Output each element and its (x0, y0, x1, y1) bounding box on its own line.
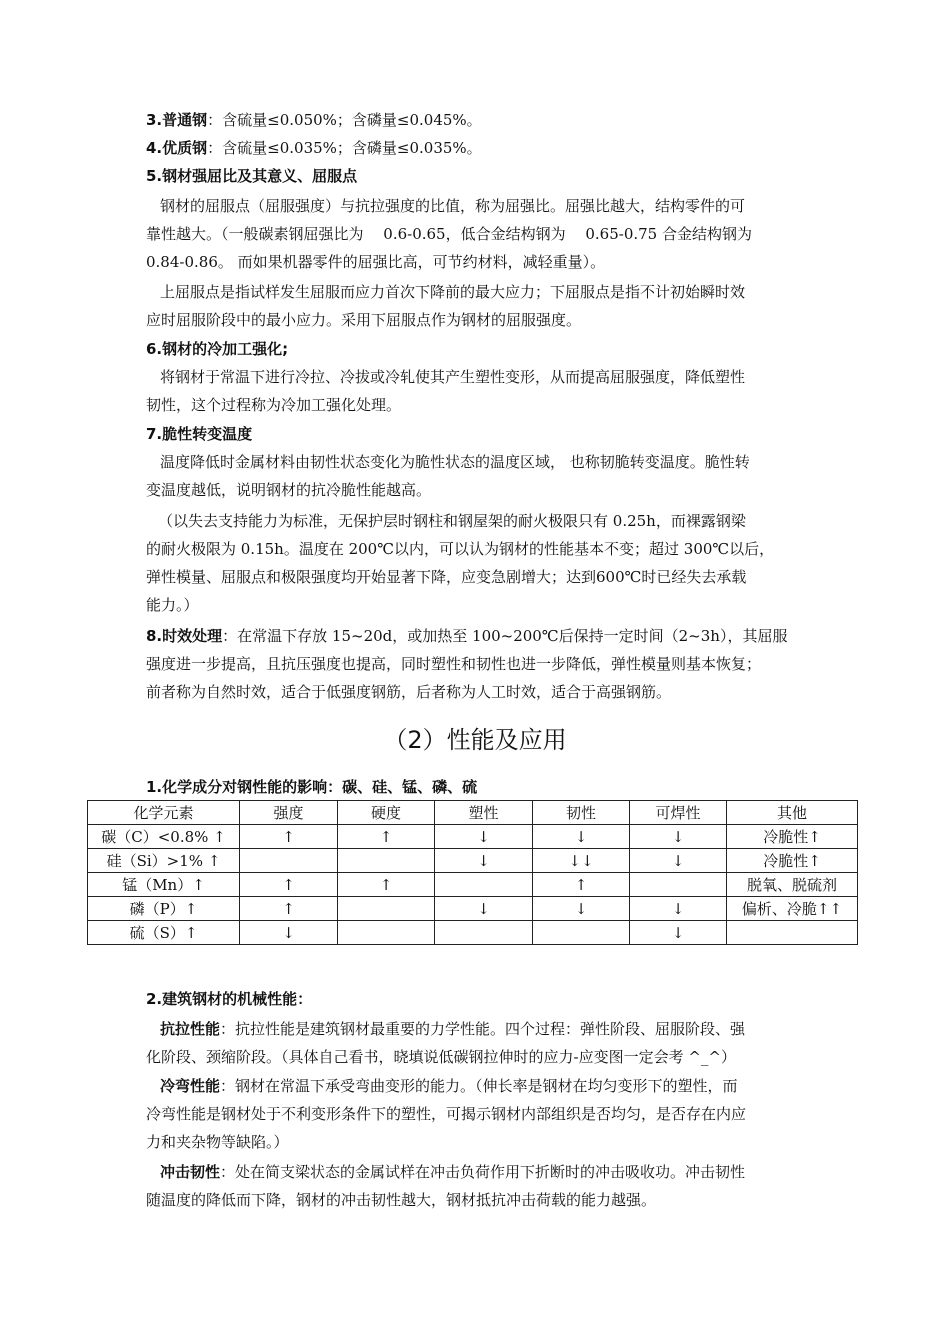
table-cell (727, 921, 858, 945)
table-cell: ↑ (533, 873, 630, 897)
text-line: 将钢材于常温下进行冷拉、冷拔或冷轧使其产生塑性变形，从而提高屈服强度，降低塑性 (160, 368, 746, 386)
chem-heading: 1.化学成分对钢性能的影响：碳、硅、锰、磷、硫 (146, 778, 478, 796)
section-title: （2）性能及应用 (383, 726, 567, 754)
text-line: 化阶段、颈缩阶段。（具体自己看书，晓填说低碳钢拉伸时的应力-应变图一定会考 ^_^） (146, 1048, 736, 1066)
cold-work-section (146, 335, 836, 419)
aging-first-line (146, 622, 836, 650)
ordinary-steel-label: 3.普通钢 (146, 111, 208, 129)
tensile-first-line (146, 1015, 836, 1043)
text-line: 的耐火极限为 0.15h。温度在 200℃以内，可以认为钢材的性能基本不变；超过 300℃以后， (146, 540, 775, 558)
text-line: 前者称为自然时效，适合于低强度钢筋，后者称为人工时效，适合于高强钢筋。 (146, 683, 672, 701)
column-header: 其他 (727, 801, 858, 825)
cold-work-heading: 6.钢材的冷加工强化; (146, 340, 289, 358)
impact-label: 冲击韧性 (160, 1163, 221, 1181)
table-row (88, 921, 858, 945)
text-line: 靠性越大。（一般碳素钢屈强比为 0.6-0.65，低合金结构钢为 0.65-0.75 合金结构钢为 (146, 225, 752, 243)
table-cell (338, 921, 435, 945)
mech-heading: 2.建筑钢材的机械性能： (146, 990, 313, 1008)
fire-resistance-paragraph (146, 507, 836, 619)
column-header: 可焊性 (630, 801, 727, 825)
table-cell (240, 849, 338, 873)
yield-point-paragraph (146, 278, 836, 334)
tensile-first-text: ：抗拉性能是建筑钢材最重要的力学性能。四个过程：弹性阶段、屈服阶段、强 (220, 1020, 746, 1038)
table-cell: ↑ (338, 873, 435, 897)
table-cell: ↓ (435, 825, 533, 849)
table-cell (435, 921, 533, 945)
table-cell: ↓ (533, 825, 630, 849)
brittle-transition-section (146, 420, 836, 504)
table-cell: 碳（C）<0.8% ↑ (88, 825, 240, 849)
table-cell: 磷（P）↑ (88, 897, 240, 921)
table-cell: ↓ (630, 897, 727, 921)
table-cell: ↑ (240, 873, 338, 897)
table-cell: ↓ (630, 921, 727, 945)
table-row (88, 873, 858, 897)
table-cell (533, 921, 630, 945)
bend-first-line (146, 1072, 836, 1100)
table-cell: ↓ (240, 921, 338, 945)
yield-ratio-paragraph-1 (146, 192, 836, 276)
table-cell: 冷脆性↑ (727, 825, 858, 849)
text-line: 变温度越低，说明钢材的抗冷脆性能越高。 (146, 481, 432, 499)
text-line: 随温度的降低而下降，钢材的冲击韧性越大，钢材抵抗冲击荷载的能力越强。 (146, 1191, 657, 1209)
tensile-paragraph (146, 1015, 836, 1071)
column-header: 化学元素 (88, 801, 240, 825)
bend-first-text: ：钢材在常温下承受弯曲变形的能力。（伸长率是钢材在均匀变形下的塑性，而 (220, 1077, 738, 1095)
chem-effect-table (87, 800, 858, 945)
table-header-row (88, 801, 858, 825)
text-line: 力和夹杂物等缺陷。） (146, 1133, 289, 1151)
table-cell (630, 873, 727, 897)
table-cell: 锰（Mn）↑ (88, 873, 240, 897)
text-line: （以失去支持能力为标准，无保护层时钢柱和钢屋架的耐火极限只有 0.25h，而裸露钢梁 (158, 512, 746, 530)
ordinary-steel-line (146, 106, 836, 134)
table-cell (338, 897, 435, 921)
text-line: 0.84-0.86。 而如果机器零件的屈强比高，可节约材料，减轻重量）。 (146, 253, 606, 271)
impact-first-line (146, 1158, 836, 1186)
table-cell: ↓ (630, 825, 727, 849)
text-line: 弹性模量、屈服点和极限强度均开始显著下降，应变急剧增大；达到600℃时已经失去承载 (146, 568, 747, 586)
column-header: 韧性 (533, 801, 630, 825)
table-cell: ↓ (435, 849, 533, 873)
table-cell: ↑ (240, 825, 338, 849)
text-line: 韧性，这个过程称为冷加工强化处理。 (146, 396, 402, 414)
table-cell: ↑ (240, 897, 338, 921)
column-header: 强度 (240, 801, 338, 825)
column-header: 硬度 (338, 801, 435, 825)
text-line: 能力。） (146, 596, 199, 614)
quality-steel-label: 4.优质钢 (146, 139, 208, 157)
steel-grade-list (146, 106, 836, 190)
table-cell: 脱氧、脱硫剂 (727, 873, 858, 897)
quality-steel-line (146, 134, 836, 162)
table-cell: ↓↓ (533, 849, 630, 873)
table-cell: ↑ (338, 825, 435, 849)
yield-ratio-heading: 5.钢材强屈比及其意义、屈服点 (146, 167, 358, 185)
tensile-label: 抗拉性能 (160, 1020, 221, 1038)
ordinary-steel-text: ：含硫量≤0.050%；含磷量≤0.045%。 (207, 111, 482, 129)
table-cell: ↓ (435, 897, 533, 921)
mech-heading-block (146, 985, 836, 1013)
impact-paragraph (146, 1158, 836, 1214)
table-row (88, 825, 858, 849)
table-cell: ↓ (630, 849, 727, 873)
column-header: 塑性 (435, 801, 533, 825)
bend-label: 冷弯性能 (160, 1077, 221, 1095)
quality-steel-text: ：含硫量≤0.035%；含磷量≤0.035%。 (207, 139, 482, 157)
text-line: 上屈服点是指试样发生屈服而应力首次下降前的最大应力；下屈服点是指不计初始瞬时效 (160, 283, 746, 301)
aging-section (146, 622, 836, 706)
table-cell: ↓ (533, 897, 630, 921)
text-line: 温度降低时金属材料由韧性状态变化为脆性状态的温度区域， 也称韧脆转变温度。脆性转 (160, 453, 750, 471)
text-line: 钢材的屈服点（屈服强度）与抗拉强度的比值，称为屈强比。屈强比越大，结构零件的可 (160, 197, 746, 215)
table-row (88, 849, 858, 873)
table-cell: 冷脆性↑ (727, 849, 858, 873)
chem-heading-block (146, 775, 836, 799)
bend-paragraph (146, 1072, 836, 1156)
table-row (88, 897, 858, 921)
text-line: 应时屈服阶段中的最小应力。采用下屈服点作为钢材的屈服强度。 (146, 311, 582, 329)
aging-label: 8.时效处理 (146, 627, 223, 645)
text-line: 强度进一步提高，且抗压强度也提高，同时塑性和韧性也进一步降低，弹性模量则基本恢复； (146, 655, 762, 673)
table-cell: 硫（S）↑ (88, 921, 240, 945)
table-cell: 硅（Si）>1% ↑ (88, 849, 240, 873)
table-cell (338, 849, 435, 873)
aging-first-text: ：在常温下存放 15~20d，或加热至 100~200℃后保持一定时间（2~3h），其屈服 (222, 627, 788, 645)
impact-first-text: ：处在简支梁状态的金属试样在冲击负荷作用下折断时的冲击吸收功。冲击韧性 (220, 1163, 746, 1181)
brittle-heading: 7.脆性转变温度 (146, 425, 253, 443)
table-cell: 偏析、冷脆↑↑ (727, 897, 858, 921)
table-cell (435, 873, 533, 897)
text-line: 冷弯性能是钢材处于不利变形条件下的塑性，可揭示钢材内部组织是否均匀，是否存在内应 (146, 1105, 747, 1123)
